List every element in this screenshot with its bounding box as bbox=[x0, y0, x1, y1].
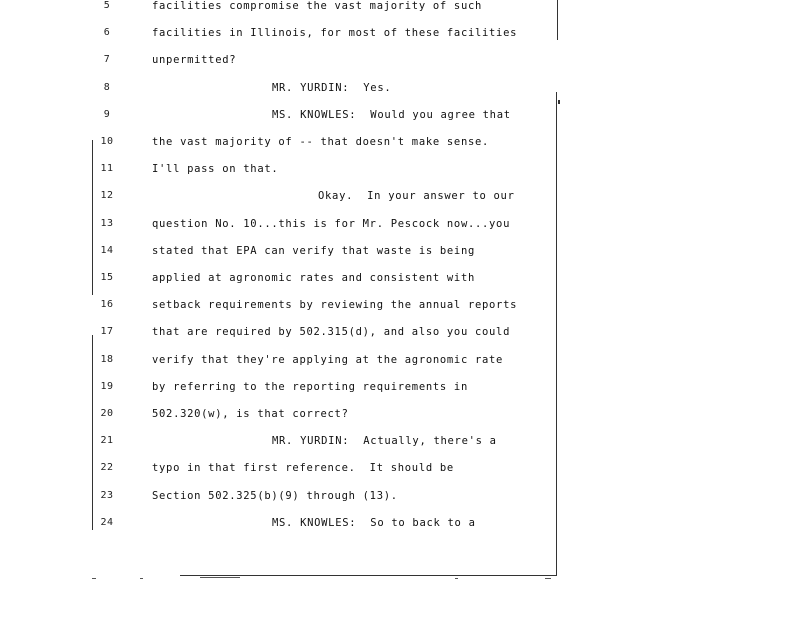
line-number: 19 bbox=[100, 380, 114, 392]
line-number: 20 bbox=[100, 408, 114, 419]
transcript-line-text: setback requirements by reviewing the annual reports bbox=[152, 299, 518, 312]
line-number: 8 bbox=[103, 81, 111, 93]
scan-speck bbox=[200, 577, 240, 578]
transcript-line-text: stated that EPA can verify that waste is being bbox=[152, 244, 475, 257]
transcript-line-text: applied at agronomic rates and consistent with bbox=[152, 272, 475, 284]
transcript-line-text: MS. KNOWLES: Would you agree that bbox=[272, 108, 511, 121]
transcript-line-text: facilities in Illinois, for most of these facilities bbox=[152, 27, 518, 40]
transcript-line-text: I'll pass on that. bbox=[152, 163, 279, 176]
line-number: 22 bbox=[100, 462, 114, 474]
transcript-line-text: by referring to the reporting requirements in bbox=[152, 380, 468, 393]
line-number: 24 bbox=[100, 516, 114, 528]
transcript-line-text: verify that they're applying at the agronomic rate bbox=[152, 353, 504, 366]
line-number: 11 bbox=[100, 163, 114, 175]
transcript-line-text: MR. YURDIN: Yes. bbox=[272, 81, 392, 94]
bottom-border-rule bbox=[180, 575, 557, 576]
right-margin-rule-top bbox=[557, 0, 558, 40]
line-number: 13 bbox=[100, 217, 114, 229]
scan-speck bbox=[545, 578, 551, 579]
transcript-line-text: 502.320(w), is that correct? bbox=[152, 408, 349, 420]
transcript-line-text: question No. 10...this is for Mr. Pescock now...you bbox=[152, 217, 511, 230]
scan-speck bbox=[455, 578, 458, 579]
line-number: 7 bbox=[103, 54, 111, 66]
line-number: 21 bbox=[100, 435, 114, 447]
transcript-line-text: that are required by 502.315(d), and also you could bbox=[152, 326, 511, 339]
transcript-line-text: Okay. In your answer to our bbox=[318, 190, 515, 203]
line-number: 18 bbox=[100, 353, 114, 365]
line-number: 9 bbox=[103, 108, 111, 120]
transcript-line-text: MS. KNOWLES: So to back to a bbox=[272, 516, 476, 529]
transcript-line-text: MR. YURDIN: Actually, there's a bbox=[272, 435, 497, 448]
transcript-line-text: facilities compromise the vast majority of such bbox=[152, 0, 483, 12]
line-number: 16 bbox=[100, 299, 114, 311]
transcript-line-text: Section 502.325(b)(9) through (13). bbox=[152, 489, 398, 502]
scan-speck bbox=[140, 578, 143, 579]
line-number: 12 bbox=[100, 190, 114, 202]
transcript-line-text: typo in that first reference. It should be bbox=[152, 462, 454, 475]
line-number: 6 bbox=[103, 27, 111, 39]
right-margin-tick bbox=[558, 100, 560, 104]
transcript-line-text: unpermitted? bbox=[152, 54, 237, 67]
line-number: 23 bbox=[100, 489, 114, 501]
line-number: 14 bbox=[100, 244, 114, 256]
line-number: 10 bbox=[100, 136, 114, 147]
line-number: 15 bbox=[100, 272, 114, 283]
line-number: 5 bbox=[103, 0, 111, 11]
right-margin-rule-main bbox=[556, 92, 557, 576]
transcript-line-text: the vast majority of -- that doesn't make sense. bbox=[152, 136, 490, 148]
line-number: 17 bbox=[100, 326, 114, 338]
scan-speck bbox=[92, 578, 96, 579]
